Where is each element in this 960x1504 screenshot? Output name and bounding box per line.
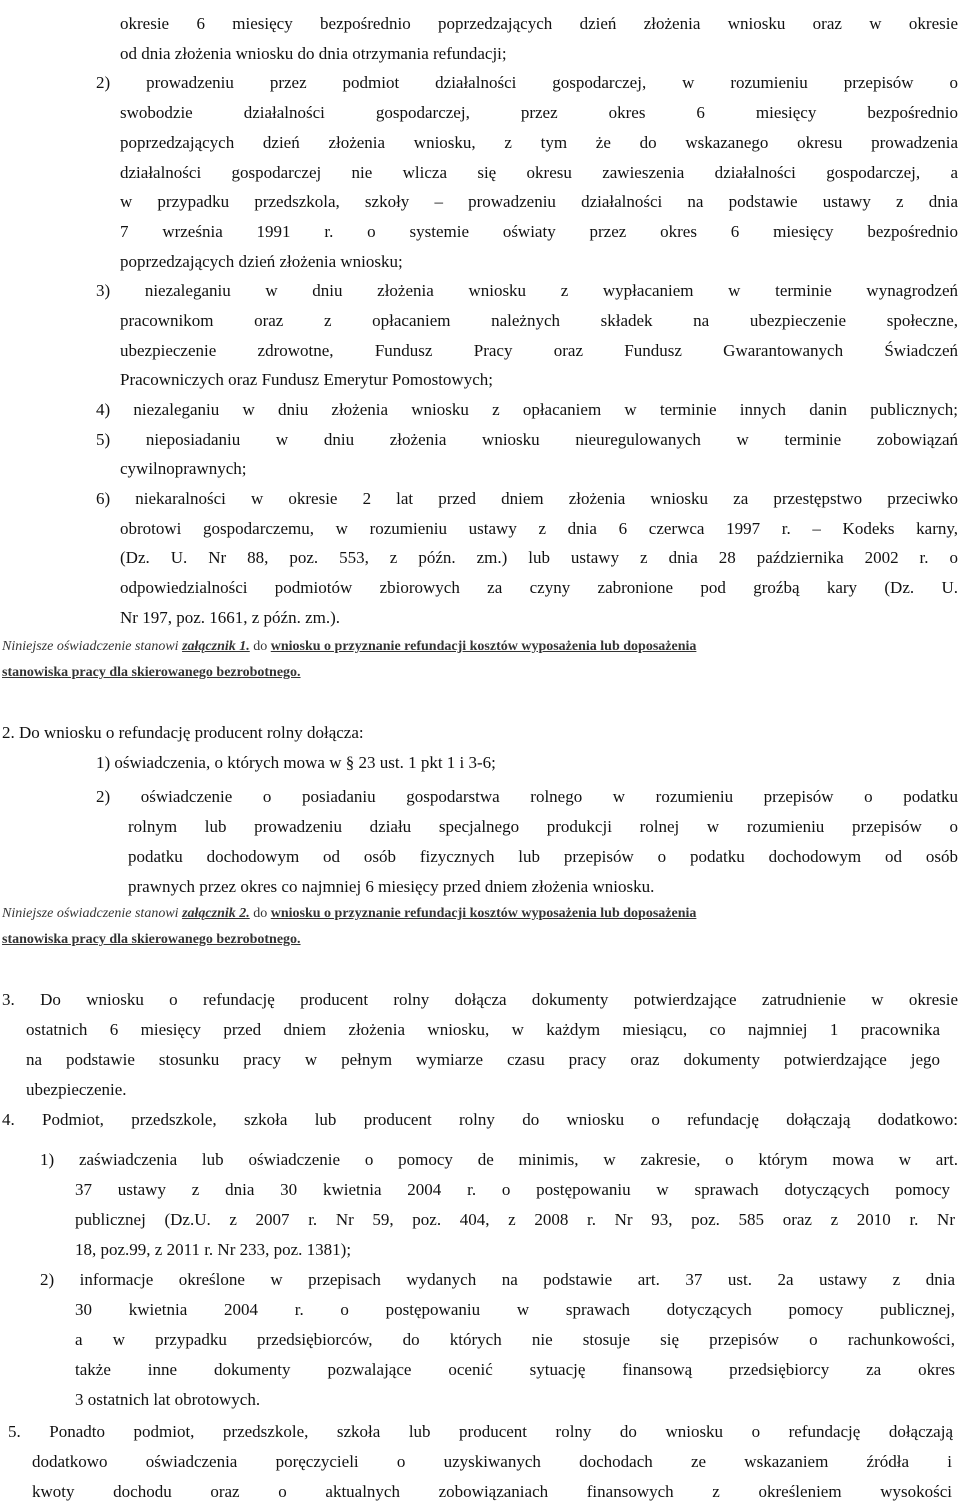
text-line: pracownikom oraz z opłacaniem należnych składek na ubezpieczenie społeczne, xyxy=(120,311,958,330)
note-part-c: do xyxy=(249,906,271,921)
text-line: dodatkowo oświadczenia poręczycieli o uzyskiwanych dochodach ze wskazaniem źródła i xyxy=(32,1452,952,1471)
note-part-b: załącznik 1. xyxy=(182,639,250,654)
note-part-a: Niniejsze oświadczenie stanowi xyxy=(2,906,183,921)
note-underlined-text: stanowiska pracy dla skierowanego bezrobotnego. xyxy=(2,932,301,947)
text-line: 2) oświadczenie o posiadaniu gospodarstwa rolnego w rozumieniu przepisów o podatku xyxy=(96,787,958,806)
text-line: 5) nieposiadaniu w dniu złożenia wniosku nieuregulowanych w terminie zobowiązań xyxy=(96,430,958,449)
text-line: 1) oświadczenia, o których mowa w § 23 ust. 1 pkt 1 i 3-6; xyxy=(96,753,496,772)
note-part-d: wniosku o przyznanie refundacji kosztów wyposażenia lub doposażenia xyxy=(270,906,697,921)
text-line: swobodzie działalności gospodarczej, przez okres 6 miesięcy bezpośrednio xyxy=(120,103,958,122)
text-line: 4. Podmiot, przedszkole, szkoła lub producent rolny do wniosku o refundację dołączają dodatkowo: xyxy=(2,1110,958,1129)
text-line: cywilnoprawnych; xyxy=(120,459,247,478)
note-part-b: załącznik 2. xyxy=(182,906,250,921)
note-part-a: Niniejsze oświadczenie stanowi xyxy=(2,639,183,654)
attachment-note-continuation xyxy=(2,929,502,951)
text-line: (Dz. U. Nr 88, poz. 553, z późn. zm.) lub ustawy z dnia 28 października 2002 r. o xyxy=(120,548,958,567)
text-line: publicznej (Dz.U. z 2007 r. Nr 59, poz. 404, z 2008 r. Nr 93, poz. 585 oraz z 2010 r. Nr xyxy=(75,1210,955,1229)
text-line: 2) informacje określone w przepisach wydanych na podstawie art. 37 ust. 2a ustawy z dnia xyxy=(40,1270,955,1289)
text-line: 3) niezaleganiu w dniu złożenia wniosku z wypłacaniem w terminie wynagrodzeń xyxy=(96,281,958,300)
text-line: Nr 197, poz. 1661, z późn. zm.). xyxy=(120,608,341,627)
text-line: 7 września 1991 r. o systemie oświaty przez okres 6 miesięcy bezpośrednio xyxy=(120,222,958,241)
text-line: 37 ustawy z dnia 30 kwietnia 2004 r. o postępowaniu w sprawach dotyczących pomocy xyxy=(75,1180,950,1199)
text-line: 2. Do wniosku o refundację producent rolny dołącza: xyxy=(2,723,364,742)
text-line: obrotowi gospodarczemu, w rozumieniu ustawy z dnia 6 czerwca 1997 r. – Kodeks karny, xyxy=(120,519,958,538)
text-line: 3. Do wniosku o refundację producent rolny dołącza dokumenty potwierdzające zatrudnienie w okresie xyxy=(2,990,958,1009)
text-line: 4) niezaleganiu w dniu złożenia wniosku z opłacaniem w terminie innych danin publicznych; xyxy=(96,400,958,419)
text-line: prawnych przez okres co najmniej 6 miesięcy przed dniem złożenia wniosku. xyxy=(128,877,655,896)
text-line: od dnia złożenia wniosku do dnia otrzymania refundacji; xyxy=(120,44,507,63)
attachment-note xyxy=(2,636,958,658)
text-line: 3 ostatnich lat obrotowych. xyxy=(75,1390,261,1409)
text-line: odpowiedzialności podmiotów zbiorowych za czyny zabronione pod groźbą kary (Dz. U. xyxy=(120,578,958,597)
text-line: poprzedzających dzień złożenia wniosku, z tym że do wskazanego okresu prowadzenia xyxy=(120,133,958,152)
text-line: ubezpieczenie. xyxy=(26,1080,127,1099)
text-line: 30 kwietnia 2004 r. o postępowaniu w sprawach dotyczących pomocy publicznej, xyxy=(75,1300,955,1319)
text-line: w przypadku przedszkola, szkoły – prowadzeniu działalności na podstawie ustawy z dnia xyxy=(120,192,958,211)
text-line: 18, poz.99, z 2011 r. Nr 233, poz. 1381); xyxy=(75,1240,352,1259)
text-line: 6) niekaralności w okresie 2 lat przed dniem złożenia wniosku za przestępstwo przeciwko xyxy=(96,489,958,508)
text-line: a w przypadku przedsiębiorców, do których nie stosuje się przepisów o rachunkowości, xyxy=(75,1330,955,1349)
note-underlined-text: stanowiska pracy dla skierowanego bezrobotnego. xyxy=(2,665,301,680)
text-line: na podstawie stosunku pracy w pełnym wymiarze czasu pracy oraz dokumenty potwierdzające jego xyxy=(26,1050,940,1069)
attachment-note-continuation xyxy=(2,662,502,684)
text-line: Pracowniczych oraz Fundusz Emerytur Pomostowych; xyxy=(120,370,493,389)
text-line: poprzedzających dzień złożenia wniosku; xyxy=(120,252,403,271)
attachment-note xyxy=(2,903,958,925)
text-line: 1) zaświadczenia lub oświadczenie o pomocy de minimis, w zakresie, o którym mowa w art. xyxy=(40,1150,958,1169)
note-part-c: do xyxy=(249,639,271,654)
text-line: także inne dokumenty pozwalające ocenić sytuację finansową przedsiębiorcy za okres xyxy=(75,1360,955,1379)
text-line: rolnym lub prowadzeniu działu specjalnego produkcji rolnej w rozumieniu przepisów o xyxy=(128,817,958,836)
text-line: 2) prowadzeniu przez podmiot działalności gospodarczej, w rozumieniu przepisów o xyxy=(96,73,958,92)
note-part-d: wniosku o przyznanie refundacji kosztów wyposażenia lub doposażenia xyxy=(270,639,697,654)
text-line: ostatnich 6 miesięcy przed dniem złożenia wniosku, w każdym miesiącu, co najmniej 1 pracownika xyxy=(26,1020,940,1039)
text-line: kwoty dochodu oraz o aktualnych zobowiązaniach finansowych z określeniem wysokości xyxy=(32,1482,952,1501)
text-line: 5. Ponadto podmiot, przedszkole, szkoła lub producent rolny do wniosku o refundację dołączają xyxy=(8,1422,953,1441)
text-line: ubezpieczenie zdrowotne, Fundusz Pracy oraz Fundusz Gwarantowanych Świadczeń xyxy=(120,341,958,360)
text-line: działalności gospodarczej nie wlicza się okresu zawieszenia działalności gospodarczej, a xyxy=(120,163,958,182)
text-line: podatku dochodowym od osób fizycznych lub przepisów o podatku dochodowym od osób xyxy=(128,847,958,866)
text-line: okresie 6 miesięcy bezpośrednio poprzedzających dzień złożenia wniosku oraz w okresie xyxy=(120,14,958,33)
